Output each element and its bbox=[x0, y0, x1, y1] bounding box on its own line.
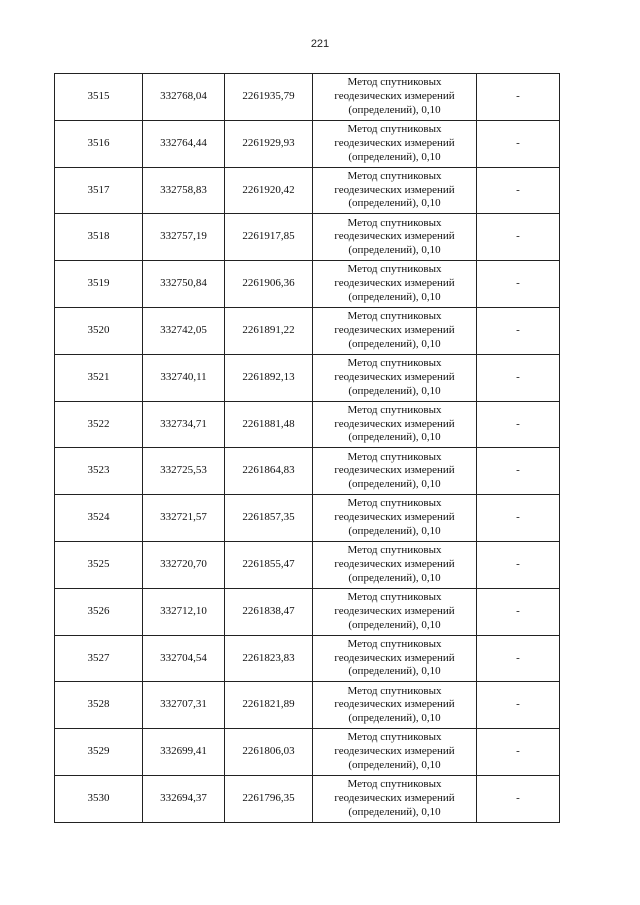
coordinate-x: 332768,04 bbox=[143, 74, 225, 121]
determination-method: Метод спутниковых геодезических измерений (определений), 0,10 bbox=[313, 120, 477, 167]
coordinate-y: 2261935,79 bbox=[225, 74, 313, 121]
coordinate-y: 2261806,03 bbox=[225, 729, 313, 776]
table-row bbox=[55, 495, 560, 542]
coordinate-y: 2261855,47 bbox=[225, 541, 313, 588]
point-number: 3519 bbox=[55, 261, 143, 308]
page-number: 221 bbox=[310, 38, 330, 50]
table-row bbox=[55, 354, 560, 401]
table-row bbox=[55, 214, 560, 261]
determination-method: Метод спутниковых геодезических измерений (определений), 0,10 bbox=[313, 729, 477, 776]
point-number: 3530 bbox=[55, 775, 143, 822]
point-note: - bbox=[477, 588, 560, 635]
point-note: - bbox=[477, 448, 560, 495]
coordinate-x: 332699,41 bbox=[143, 729, 225, 776]
point-note: - bbox=[477, 261, 560, 308]
point-note: - bbox=[477, 307, 560, 354]
coordinate-x: 332740,11 bbox=[143, 354, 225, 401]
determination-method: Метод спутниковых геодезических измерений (определений), 0,10 bbox=[313, 635, 477, 682]
coordinate-x: 332720,70 bbox=[143, 541, 225, 588]
determination-method: Метод спутниковых геодезических измерений (определений), 0,10 bbox=[313, 588, 477, 635]
table-row bbox=[55, 74, 560, 121]
point-number: 3528 bbox=[55, 682, 143, 729]
table-row bbox=[55, 401, 560, 448]
point-number: 3529 bbox=[55, 729, 143, 776]
point-note: - bbox=[477, 401, 560, 448]
table-row bbox=[55, 775, 560, 822]
determination-method: Метод спутниковых геодезических измерений (определений), 0,10 bbox=[313, 74, 477, 121]
coordinates-table bbox=[54, 73, 560, 823]
point-note: - bbox=[477, 541, 560, 588]
coordinate-x: 332712,10 bbox=[143, 588, 225, 635]
coordinates-table-body bbox=[55, 74, 560, 823]
table-row bbox=[55, 307, 560, 354]
point-note: - bbox=[477, 74, 560, 121]
coordinate-y: 2261864,83 bbox=[225, 448, 313, 495]
table-row bbox=[55, 448, 560, 495]
point-note: - bbox=[477, 775, 560, 822]
table-row bbox=[55, 588, 560, 635]
point-number: 3526 bbox=[55, 588, 143, 635]
coordinate-x: 332694,37 bbox=[143, 775, 225, 822]
determination-method: Метод спутниковых геодезических измерений (определений), 0,10 bbox=[313, 214, 477, 261]
point-number: 3515 bbox=[55, 74, 143, 121]
coordinate-x: 332707,31 bbox=[143, 682, 225, 729]
point-note: - bbox=[477, 682, 560, 729]
coordinate-x: 332758,83 bbox=[143, 167, 225, 214]
table-row bbox=[55, 682, 560, 729]
determination-method: Метод спутниковых геодезических измерений (определений), 0,10 bbox=[313, 448, 477, 495]
determination-method: Метод спутниковых геодезических измерений (определений), 0,10 bbox=[313, 261, 477, 308]
coordinate-x: 332742,05 bbox=[143, 307, 225, 354]
point-note: - bbox=[477, 214, 560, 261]
coordinate-y: 2261891,22 bbox=[225, 307, 313, 354]
table-row bbox=[55, 167, 560, 214]
point-note: - bbox=[477, 635, 560, 682]
point-number: 3518 bbox=[55, 214, 143, 261]
coordinate-x: 332764,44 bbox=[143, 120, 225, 167]
coordinate-y: 2261920,42 bbox=[225, 167, 313, 214]
determination-method: Метод спутниковых геодезических измерений (определений), 0,10 bbox=[313, 495, 477, 542]
point-number: 3523 bbox=[55, 448, 143, 495]
coordinate-x: 332725,53 bbox=[143, 448, 225, 495]
point-number: 3525 bbox=[55, 541, 143, 588]
coordinate-y: 2261838,47 bbox=[225, 588, 313, 635]
coordinate-y: 2261857,35 bbox=[225, 495, 313, 542]
coordinate-y: 2261892,13 bbox=[225, 354, 313, 401]
coordinate-y: 2261906,36 bbox=[225, 261, 313, 308]
coordinate-x: 332757,19 bbox=[143, 214, 225, 261]
table-row bbox=[55, 261, 560, 308]
determination-method: Метод спутниковых геодезических измерений (определений), 0,10 bbox=[313, 167, 477, 214]
point-number: 3517 bbox=[55, 167, 143, 214]
table-row bbox=[55, 120, 560, 167]
point-note: - bbox=[477, 354, 560, 401]
point-number: 3520 bbox=[55, 307, 143, 354]
determination-method: Метод спутниковых геодезических измерений (определений), 0,10 bbox=[313, 775, 477, 822]
determination-method: Метод спутниковых геодезических измерений (определений), 0,10 bbox=[313, 401, 477, 448]
coordinate-x: 332721,57 bbox=[143, 495, 225, 542]
point-number: 3524 bbox=[55, 495, 143, 542]
determination-method: Метод спутниковых геодезических измерений (определений), 0,10 bbox=[313, 541, 477, 588]
table-row bbox=[55, 541, 560, 588]
determination-method: Метод спутниковых геодезических измерений (определений), 0,10 bbox=[313, 682, 477, 729]
point-number: 3527 bbox=[55, 635, 143, 682]
point-note: - bbox=[477, 729, 560, 776]
coordinate-y: 2261796,35 bbox=[225, 775, 313, 822]
table-row bbox=[55, 729, 560, 776]
coordinate-x: 332750,84 bbox=[143, 261, 225, 308]
point-number: 3516 bbox=[55, 120, 143, 167]
coordinate-x: 332704,54 bbox=[143, 635, 225, 682]
determination-method: Метод спутниковых геодезических измерений (определений), 0,10 bbox=[313, 307, 477, 354]
point-note: - bbox=[477, 167, 560, 214]
point-note: - bbox=[477, 120, 560, 167]
coordinate-x: 332734,71 bbox=[143, 401, 225, 448]
coordinate-y: 2261821,89 bbox=[225, 682, 313, 729]
coordinate-y: 2261823,83 bbox=[225, 635, 313, 682]
point-number: 3522 bbox=[55, 401, 143, 448]
coordinate-y: 2261929,93 bbox=[225, 120, 313, 167]
coordinate-y: 2261881,48 bbox=[225, 401, 313, 448]
table-row bbox=[55, 635, 560, 682]
point-note: - bbox=[477, 495, 560, 542]
determination-method: Метод спутниковых геодезических измерений (определений), 0,10 bbox=[313, 354, 477, 401]
point-number: 3521 bbox=[55, 354, 143, 401]
coordinate-y: 2261917,85 bbox=[225, 214, 313, 261]
